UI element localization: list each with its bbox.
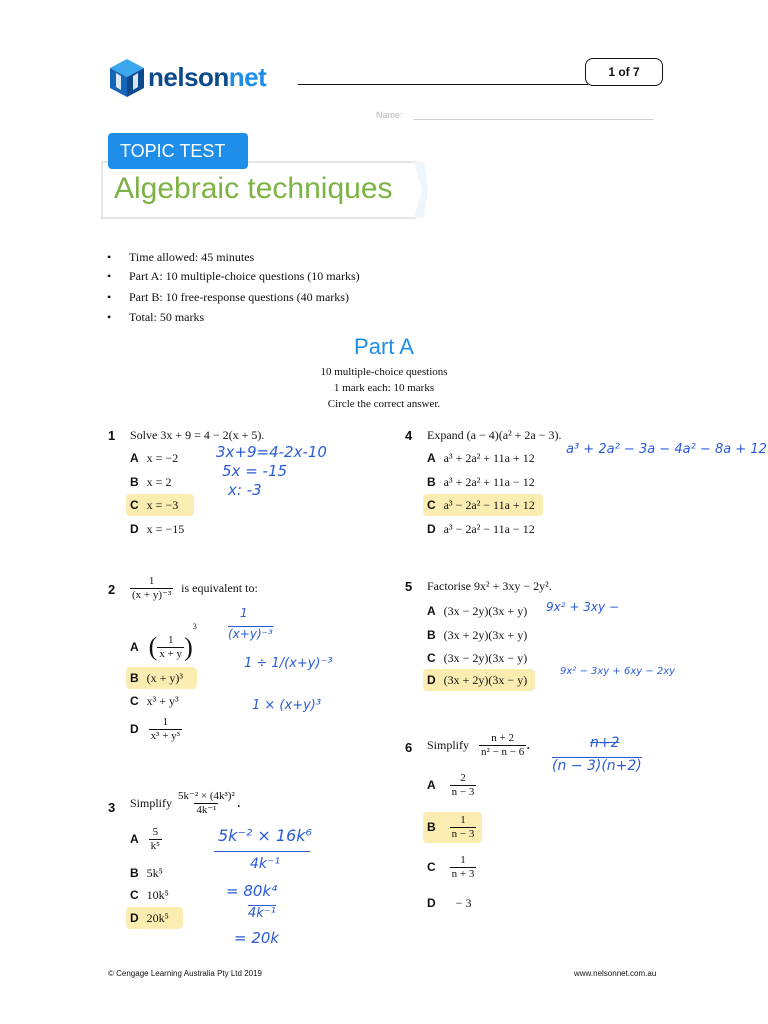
q3-frac-den: 4k⁻¹ — [196, 804, 217, 816]
brand-suffix: net — [228, 62, 267, 92]
q1-letter-b: B — [130, 475, 139, 489]
q3-work-2: 4k⁻¹ — [250, 856, 281, 872]
q1-work-1: 3x+9=4-2x-10 — [216, 443, 327, 461]
q1-letter-a: A — [130, 451, 139, 465]
info-part-b: • Part B: 10 free-response questions (40 marks) — [129, 290, 349, 305]
q2-letter-d: D — [130, 722, 139, 737]
q4-letter-b: B — [427, 475, 436, 489]
q2-option-c[interactable] — [130, 692, 179, 710]
q3-option-c[interactable] — [130, 886, 169, 904]
page-indicator-text: 1 of 7 — [608, 65, 640, 79]
q4-text: Expand (a − 4)(a² + 2a − 3). — [427, 428, 562, 442]
q4-option-c[interactable] — [423, 494, 543, 516]
name-field-line[interactable] — [414, 119, 654, 120]
topic-test-label: TOPIC TEST — [120, 141, 226, 161]
q3-frac-num: 5k⁻² × (4k³)² — [178, 790, 235, 802]
name-label: Name: — [376, 110, 403, 120]
q2-work-2: (x+y)⁻³ — [228, 627, 273, 641]
q5-option-c-text: (3x − 2y)(3x − y) — [443, 651, 528, 665]
q1-option-c-text: x = −3 — [146, 498, 179, 512]
q4-option-d-text: a³ − 2a² − 11a − 12 — [443, 522, 535, 536]
q5-work-2: 9x² − 3xy + 6xy − 2xy — [560, 666, 676, 677]
q2-optA-num: 1 — [167, 633, 174, 646]
q5-option-a-text: (3x − 2y)(3x + y) — [443, 604, 528, 618]
q4-letter-c: C — [427, 498, 436, 512]
q1-option-d-text: x = −15 — [146, 522, 185, 536]
q1-option-a-text: x = −2 — [146, 451, 179, 465]
q2-stem — [130, 575, 258, 602]
q2-frac-den: (x + y)⁻³ — [132, 589, 172, 601]
q5-number: 5 — [405, 579, 413, 594]
q6-optB-num: 1 — [460, 814, 466, 826]
q2-letter-c: C — [130, 694, 139, 708]
q3-option-a[interactable] — [130, 826, 162, 853]
q2-option-d[interactable] — [130, 716, 182, 743]
q4-option-b[interactable] — [427, 473, 535, 491]
footer-website[interactable]: www.nelsonnet.com.au — [574, 969, 657, 978]
info-total: • Total: 50 marks — [129, 310, 204, 325]
page-title: Algebraic techniques — [114, 172, 393, 205]
q6-frac-num: n + 2 — [491, 732, 514, 744]
q1-option-c[interactable] — [126, 494, 194, 516]
q6-option-d[interactable] — [427, 894, 471, 912]
q5-letter-c: C — [427, 651, 436, 665]
q5-option-d[interactable] — [423, 669, 535, 691]
q3-option-c-text: 10k⁵ — [146, 888, 169, 902]
q2-letter-b: B — [130, 671, 139, 685]
q6-work-2: (n − 3)(n+2) — [552, 758, 642, 774]
q6-option-d-text: − 3 — [455, 896, 472, 910]
q3-work-3: = 80k⁴ — [226, 882, 278, 900]
q5-option-a[interactable] — [427, 602, 527, 620]
q3-letter-d: D — [130, 911, 139, 925]
q5-work-1: 9x² + 3xy − — [546, 600, 619, 614]
q2-option-b[interactable] — [126, 667, 197, 689]
q6-letter-a: A — [427, 778, 436, 793]
q5-option-d-text: (3x + 2y)(3x − y) — [443, 673, 528, 687]
q3-option-d[interactable] — [126, 907, 183, 929]
q1-text: Solve 3x + 9 = 4 − 2(x + 5). — [130, 428, 265, 442]
q2-number: 2 — [108, 582, 116, 597]
q6-option-a[interactable] — [427, 772, 476, 799]
q1-option-a[interactable] — [130, 449, 178, 467]
q3-letter-a: A — [130, 832, 139, 847]
q4-number: 4 — [405, 428, 413, 443]
q2-optA-den: x + y — [159, 647, 183, 660]
footer-copyright: © Cengage Learning Australia Pty Ltd 2019 — [108, 969, 262, 978]
part-line-1: 10 multiple-choice questions — [320, 366, 448, 378]
q4-option-c-text: a³ − 2a² − 11a + 12 — [443, 498, 535, 512]
q3-stem: Simplify $\frac{\text{5k⁻² × (4k³)²}}{\text{4k⁻¹}}$ . — [130, 790, 241, 816]
part-heading: Part A — [354, 334, 414, 359]
q2-work-1: 1 — [240, 606, 248, 620]
info-time: • Time allowed: 45 minutes — [129, 250, 254, 265]
q6-letter-c: C — [427, 860, 436, 875]
q5-option-b[interactable] — [427, 626, 527, 644]
q1-work-2: 5x = -15 — [222, 462, 288, 480]
q4-option-a[interactable] — [427, 449, 535, 467]
topic-test-tag — [108, 133, 248, 169]
q4-work-1: a³ + 2a² − 3a − 4a² − 8a + 12 — [566, 442, 767, 457]
q6-text: Simplify — [427, 738, 470, 753]
q3-number: 3 — [108, 800, 116, 815]
q6-optA-num: 2 — [460, 772, 466, 784]
q4-option-a-text: a³ + 2a² + 11a + 12 — [443, 451, 535, 465]
q5-option-c[interactable] — [427, 649, 527, 667]
q1-option-b-text: x = 2 — [146, 475, 172, 489]
q3-letter-c: C — [130, 888, 139, 902]
part-line-3: Circle the correct answer. — [327, 398, 441, 410]
header-rule — [298, 84, 588, 85]
q6-option-b[interactable] — [423, 812, 482, 843]
q6-optA-den: n − 3 — [451, 786, 475, 798]
q5-text: Factorise 9x² + 3xy − 2y². — [427, 579, 552, 593]
q2-option-b-text: (x + y)³ — [146, 671, 184, 685]
q3-option-b-text: 5k⁵ — [146, 866, 163, 880]
q2-optA-exp: 3 — [192, 622, 197, 631]
q1-number: 1 — [108, 428, 116, 443]
q2-letter-a: A — [130, 640, 139, 654]
part-line-2: 1 mark each: 10 marks — [333, 382, 435, 394]
brand-prefix: nelson — [148, 62, 229, 92]
q2-work-3: 1 ÷ 1/(x+y)⁻³ — [244, 656, 333, 671]
q5-letter-d: D — [427, 673, 436, 687]
q3-work-1: 5k⁻² × 16k⁶ — [218, 826, 312, 845]
q2-frac-num: 1 — [148, 575, 155, 587]
nelsonnet-cube-icon — [108, 58, 146, 98]
q6-optB-den: n − 3 — [451, 828, 475, 840]
q3-text: Simplify — [130, 796, 173, 811]
q2-optD-num: 1 — [162, 716, 169, 728]
q2-option-a[interactable]: A ( $\frac{1}{x + y}$ )$^3$ — [130, 622, 197, 662]
q6-optC-num: 1 — [460, 854, 466, 866]
q3-work-4: 4k⁻¹ — [248, 906, 276, 921]
q1-option-b[interactable] — [130, 473, 171, 491]
q1-letter-c: C — [130, 498, 139, 512]
q2-text: is equivalent to: — [181, 581, 258, 596]
q4-option-d[interactable] — [427, 520, 535, 538]
q1-letter-d: D — [130, 522, 139, 536]
q4-letter-a: A — [427, 451, 436, 465]
q3-letter-b: B — [130, 866, 139, 880]
info-part-a: • Part A: 10 multiple-choice questions (10 marks) — [129, 269, 360, 284]
q4-option-b-text: a³ + 2a² + 11a − 12 — [443, 475, 535, 489]
q5-option-b-text: (3x + 2y)(3x + y) — [443, 628, 528, 642]
q6-letter-d: D — [427, 896, 436, 910]
q6-number: 6 — [405, 740, 413, 755]
q3-work-5: = 20k — [234, 929, 280, 947]
q6-option-c[interactable] — [427, 854, 476, 881]
q3-optA-den: k⁵ — [150, 840, 161, 852]
q6-optC-den: n + 3 — [451, 868, 475, 880]
q2-work-4: 1 × (x+y)³ — [252, 698, 322, 713]
page-indicator — [585, 58, 663, 86]
q3-work-line — [214, 851, 310, 852]
q3-option-d-text: 20k⁵ — [146, 911, 169, 925]
q5-letter-a: A — [427, 604, 436, 618]
q3-option-b[interactable] — [130, 864, 163, 882]
logo — [108, 58, 308, 98]
q3-optA-num: 5 — [152, 826, 159, 838]
q2-optD-den: x³ + y³ — [150, 730, 180, 742]
q1-work-3: x: -3 — [228, 481, 262, 499]
q6-work-1: n+2 — [590, 735, 620, 751]
q6-frac-den: n² − n − 6 — [481, 746, 525, 758]
q2-option-c-text: x³ + y³ — [146, 694, 179, 708]
q1-option-d[interactable] — [130, 520, 184, 538]
q6-stem: Simplify $\frac{n + 2}{\text{n² − n − 6}}$ . — [427, 732, 531, 758]
q6-letter-b: B — [427, 820, 436, 835]
q5-letter-b: B — [427, 628, 436, 642]
q4-letter-d: D — [427, 522, 436, 536]
